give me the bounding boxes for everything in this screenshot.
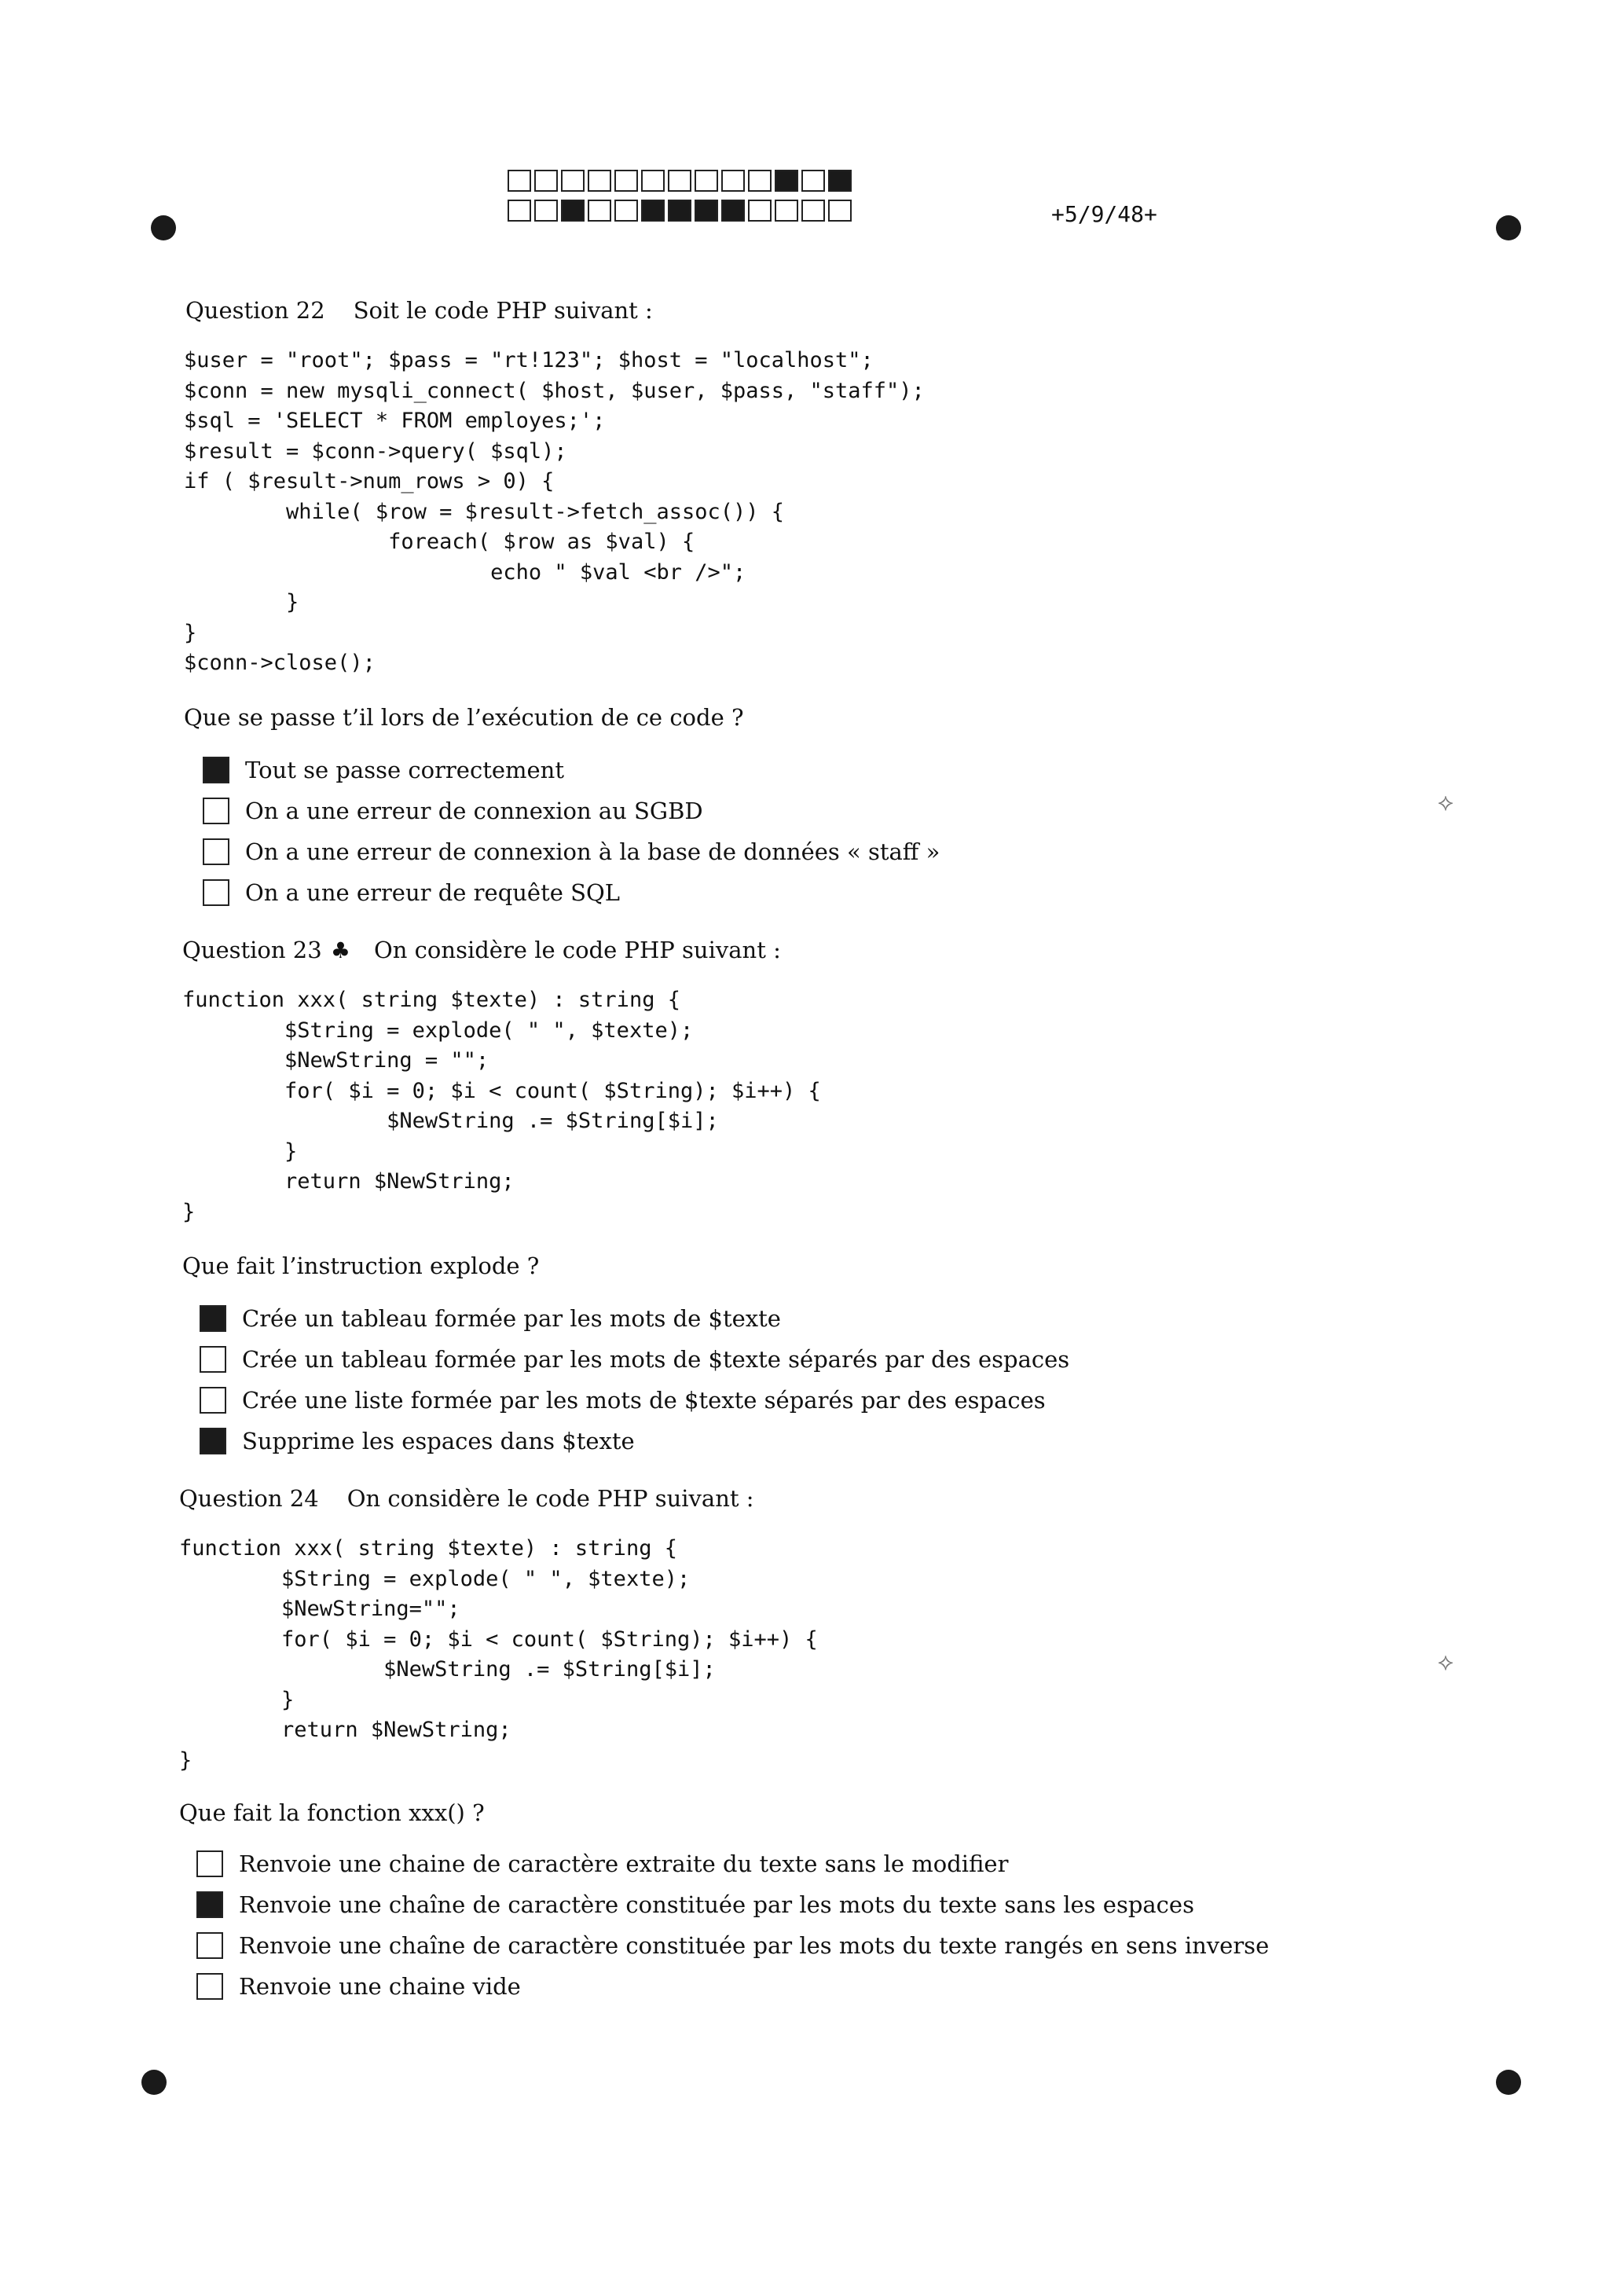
question-intro: On considère le code PHP suivant :: [346, 1485, 754, 1512]
answer-label: Tout se passe correctement: [245, 757, 564, 783]
checkbox[interactable]: [196, 1973, 223, 2000]
answer-option[interactable]: [203, 872, 940, 913]
code-cell: [508, 170, 531, 192]
answer-option[interactable]: [200, 1421, 1069, 1462]
question-23-header: [182, 937, 781, 963]
corner-marker-top-right: [1496, 215, 1521, 240]
checkbox[interactable]: [203, 798, 229, 824]
question-22-prompt: Que se passe t’il lors de l’exécution de ce code ?: [184, 704, 744, 731]
code-cell: [801, 170, 825, 192]
answer-option[interactable]: [200, 1380, 1069, 1421]
question-24-header: [179, 1485, 754, 1512]
code-cell: [721, 170, 745, 192]
corner-marker-bottom-left: [141, 2070, 167, 2095]
page-id: +5/9/48+: [1051, 201, 1157, 227]
answer-option[interactable]: [203, 831, 940, 872]
code-cell: [775, 170, 798, 192]
answer-option[interactable]: [200, 1298, 1069, 1339]
code-cell: [775, 200, 798, 222]
answer-option[interactable]: [203, 750, 940, 790]
answer-option[interactable]: [196, 1925, 1269, 1966]
question-label: Question 23: [182, 937, 322, 963]
checkbox[interactable]: [203, 879, 229, 906]
checkbox-checked[interactable]: [196, 1891, 223, 1918]
question-intro: Soit le code PHP suivant :: [353, 297, 653, 324]
checkbox[interactable]: [196, 1932, 223, 1959]
answer-label: Renvoie une chaine de caractère extraite du texte sans le modifier: [239, 1850, 1009, 1877]
checkbox[interactable]: [200, 1346, 226, 1373]
answer-option[interactable]: [196, 1843, 1269, 1884]
checkbox[interactable]: [203, 838, 229, 865]
code-cell: [614, 170, 638, 192]
question-22-options: [203, 750, 940, 913]
corner-marker-top-left: [151, 215, 176, 240]
code-cell: [641, 170, 665, 192]
scan-artifact-icon: ⟡: [1438, 789, 1454, 816]
answer-label: Renvoie une chaine vide: [239, 1973, 521, 2000]
code-cell: [588, 200, 611, 222]
code-cell: [614, 200, 638, 222]
question-intro: On considère le code PHP suivant :: [374, 937, 781, 963]
code-cell: [828, 200, 852, 222]
question-24-prompt: Que fait la fonction xxx() ?: [179, 1799, 485, 1826]
code-cell: [561, 200, 585, 222]
checkbox-checked[interactable]: [203, 757, 229, 783]
answer-label: On a une erreur de requête SQL: [245, 879, 621, 906]
code-cell: [668, 200, 691, 222]
code-cell: [695, 200, 718, 222]
checkbox[interactable]: [200, 1387, 226, 1414]
code-cell: [561, 170, 585, 192]
code-cell: [668, 170, 691, 192]
answer-label: Supprime les espaces dans $texte: [242, 1428, 635, 1454]
question-22-header: [185, 297, 653, 324]
code-cell: [588, 170, 611, 192]
corner-marker-bottom-right: [1496, 2070, 1521, 2095]
code-cell: [534, 170, 558, 192]
question-22-code: $user = "root"; $pass = "rt!123"; $host = "localhost"; $conn = new mysqli_connect( $host, $user, $pass, "staff"); $sql = 'SELECT * FROM employes;'; $result = $conn->query( $sql); if ( $result->num_rows > 0) { while( $row = $result->fetch_assoc()) { foreach( $row as $val) { echo " $val <br />"; } } $conn->close();: [184, 348, 925, 675]
code-cell: [748, 170, 772, 192]
scan-artifact-icon: ⟡: [1438, 1649, 1454, 1676]
code-cell: [695, 170, 718, 192]
answer-label: On a une erreur de connexion à la base de données « staff »: [245, 838, 940, 865]
code-cell: [748, 200, 772, 222]
question-24-options: [196, 1843, 1269, 2007]
answer-option[interactable]: [196, 1966, 1269, 2007]
question-23-code: function xxx( string $texte) : string { $String = explode( " ", $texte); $NewString = ""; for( $i = 0; $i < count( $String); $i++) { $NewString .= $String[$i]; } return $NewString; }: [182, 988, 821, 1224]
checkbox[interactable]: [196, 1850, 223, 1877]
code-cell: [801, 200, 825, 222]
code-cell: [721, 200, 745, 222]
code-cell: [508, 200, 531, 222]
question-label: Question 24: [179, 1485, 319, 1512]
page-code-row-2: [508, 200, 855, 222]
answer-label: Crée une liste formée par les mots de $texte séparés par des espaces: [242, 1387, 1046, 1414]
answer-label: Renvoie une chaîne de caractère constituée par les mots du texte rangés en sens inverse: [239, 1932, 1270, 1959]
club-icon: ♣: [330, 937, 351, 963]
answer-option[interactable]: [200, 1339, 1069, 1380]
answer-option[interactable]: [203, 790, 940, 831]
answer-option[interactable]: [196, 1884, 1269, 1925]
checkbox-checked[interactable]: [200, 1305, 226, 1332]
answer-label: Renvoie une chaîne de caractère constituée par les mots du texte sans les espaces: [239, 1891, 1194, 1918]
question-label: Question 22: [185, 297, 325, 324]
code-cell: [534, 200, 558, 222]
question-24-code: function xxx( string $texte) : string { $String = explode( " ", $texte); $NewString=""; for( $i = 0; $i < count( $String); $i++) { $NewString .= $String[$i]; } return $NewString; }: [179, 1536, 818, 1773]
answer-label: On a une erreur de connexion au SGBD: [245, 798, 703, 824]
answer-label: Crée un tableau formée par les mots de $texte: [242, 1305, 781, 1332]
page-code-row-1: [508, 170, 855, 192]
question-23-prompt: Que fait l’instruction explode ?: [182, 1253, 540, 1279]
checkbox-checked[interactable]: [200, 1428, 226, 1454]
question-23-options: [200, 1298, 1069, 1462]
code-cell: [828, 170, 852, 192]
answer-label: Crée un tableau formée par les mots de $texte séparés par des espaces: [242, 1346, 1070, 1373]
code-cell: [641, 200, 665, 222]
